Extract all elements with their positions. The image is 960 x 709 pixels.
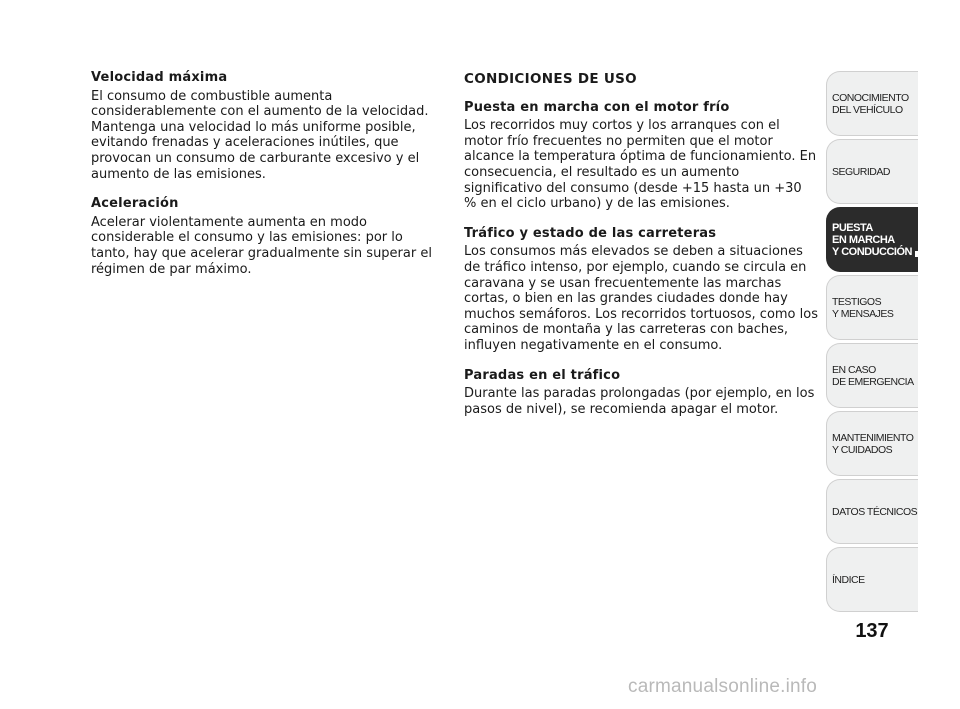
chapter-tabs (826, 71, 918, 615)
tab-conocimiento[interactable]: CONOCIMIENTO DEL VEHÍCULO (826, 71, 918, 136)
section-text-aceleracion: Acelerar violentamente aumenta en modo considerable el consumo y las emisiones: por lo tanto, hay que acelerar gradualmente sin superar el régimen de par máximo. (91, 214, 432, 277)
section-title-paradas: Paradas en el tráfico (464, 367, 621, 383)
section-text-paradas: Durante las paradas prolongadas (por ejemplo, en los pasos de nivel), se recomienda apagar el motor. (464, 386, 815, 417)
tab-puesta-en-marcha[interactable]: PUESTA EN MARCHA Y CONDUCCIÓN (826, 207, 918, 272)
section-title-trafico: Tráfico y estado de las carreteras (464, 225, 717, 241)
tab-indice[interactable]: ÍNDICE (826, 547, 918, 612)
tab-datos-tecnicos[interactable]: DATOS TÉCNICOS (826, 479, 918, 544)
section-text-velocidad: El consumo de combustible aumenta considerablemente con el aumento de la velocidad. Mantenga una velocidad lo más uniforme posible, evitando frenadas y aceleraciones inútiles, que provocan un consumo de carburante excesivo y el aumento de las emisiones. (91, 88, 429, 182)
tab-mantenimiento[interactable]: MANTENIMIENTO Y CUIDADOS (826, 411, 918, 476)
watermark: carmanualsonline.info (628, 676, 818, 697)
page-number: 137 (855, 620, 889, 642)
tab-seguridad[interactable]: SEGURIDAD (826, 139, 918, 204)
tab-emergencia[interactable]: EN CASO DE EMERGENCIA (826, 343, 918, 408)
left-column (91, 70, 439, 291)
section-title-motor-frio: Puesta en marcha con el motor frío (464, 99, 730, 115)
section-text-trafico: Los consumos más elevados se deben a situaciones de tráfico intenso, por ejemplo, cuando se circula en caravana y se usan frecuentemente las marchas cortas, o bien en las grandes ciudades donde hay muchos semáforos. Los recorridos tortuosos, como los caminos de montaña y las carreteras con baches, influyen negativamente en el consumo. (464, 244, 818, 353)
section-title-velocidad: Velocidad máxima (91, 70, 228, 85)
section-text-motor-frio: Los recorridos muy cortos y los arranques con el motor frío frecuentes no permiten que el motor alcance la temperatura óptima de funcionamiento. En consecuencia, el resultado es un aumento significativo del consumo (desde +15 hasta un +30 % en el ciclo urbano) y de las emisiones. (464, 118, 817, 212)
section-heading: CONDICIONES DE USO (464, 71, 637, 87)
tab-testigos[interactable]: TESTIGOS Y MENSAJES (826, 275, 918, 340)
right-column (464, 70, 818, 431)
section-title-aceleracion: Aceleración (91, 196, 179, 212)
